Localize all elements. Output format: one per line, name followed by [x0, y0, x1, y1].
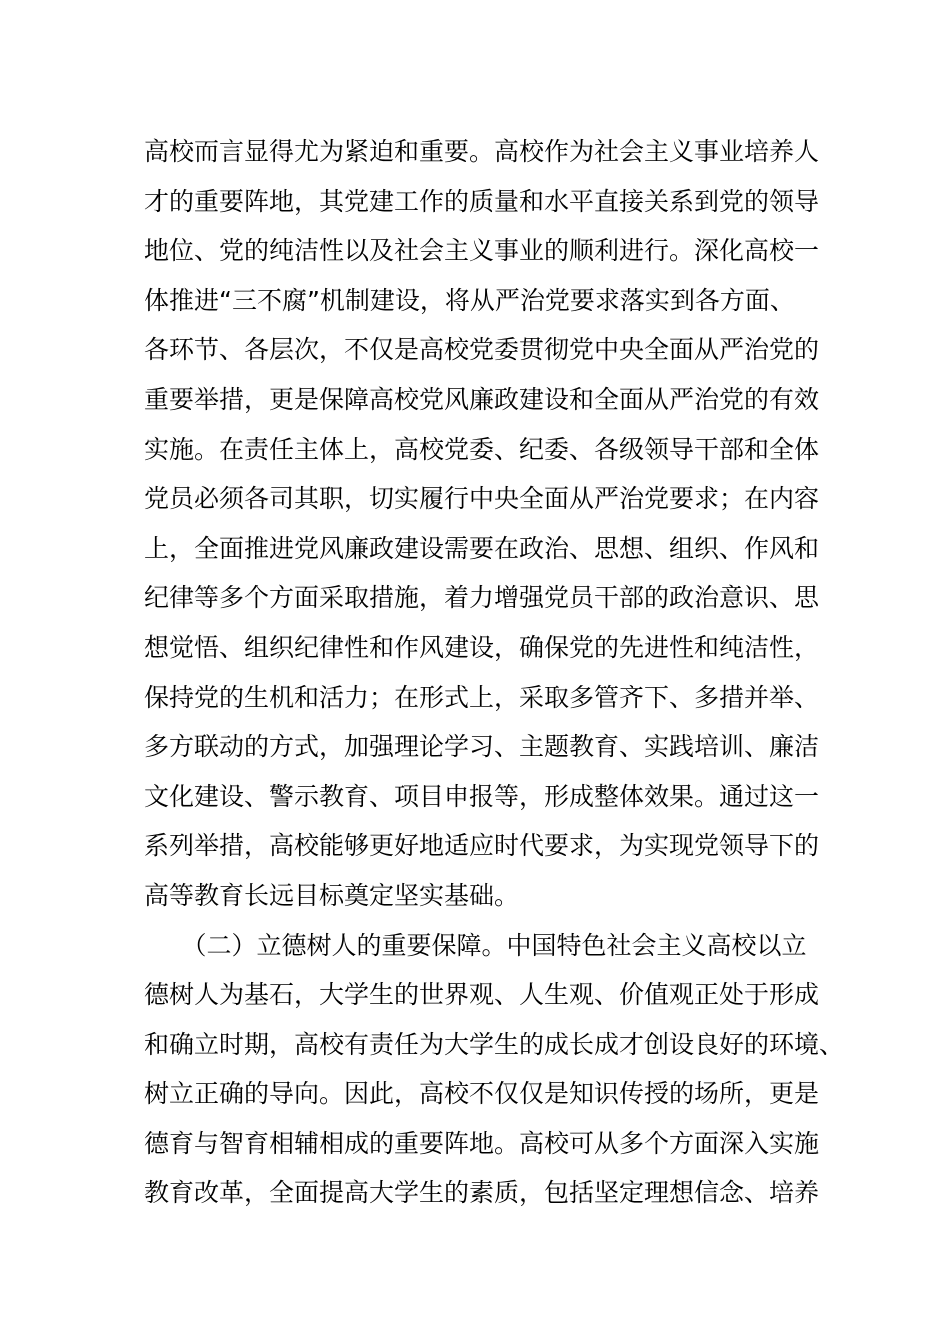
text-line: 各环节、各层次，不仅是高校党委贯彻党中央全面从严治党的 — [144, 335, 820, 365]
text-line: 体推进“三不腐”机制建设，将从严治党要求落实到各方面、 — [144, 285, 795, 315]
text-line: 系列举措，高校能够更好地适应时代要求，为实现党领导下的 — [144, 831, 820, 861]
text-line: 高等教育长远目标奠定坚实基础。 — [144, 880, 520, 910]
text-line: 想觉悟、组织纪律性和作风建设，确保党的先进性和纯洁性， — [144, 632, 820, 662]
body-text — [144, 127, 845, 1218]
text-line: 德树人为基石，大学生的世界观、人生观、价值观正处于形成 — [144, 980, 820, 1010]
text-line: 上，全面推进党风廉政建设需要在政治、思想、组织、作风和 — [144, 533, 820, 563]
text-line: 实施。在责任主体上，高校党委、纪委、各级领导干部和全体 — [144, 434, 820, 464]
text-line: 党员必须各司其职，切实履行中央全面从严治党要求；在内容 — [144, 484, 820, 514]
text-line: 纪律等多个方面采取措施，着力增强党员干部的政治意识、思 — [144, 583, 820, 613]
text-line: 保持党的生机和活力；在形式上，采取多管齐下、多措并举、 — [144, 682, 820, 712]
text-line: 才的重要阵地，其党建工作的质量和水平直接关系到党的领导 — [144, 186, 820, 216]
text-line: 重要举措，更是保障高校党风廉政建设和全面从严治党的有效 — [144, 384, 820, 414]
text-line: 多方联动的方式，加强理论学习、主题教育、实践培训、廉洁 — [144, 732, 820, 762]
text-line: 和确立时期，高校有责任为大学生的成长成才创设良好的环境、 — [144, 1029, 845, 1059]
text-line: 德育与智育相辅相成的重要阵地。高校可从多个方面深入实施 — [144, 1128, 820, 1158]
text-line: 地位、党的纯洁性以及社会主义事业的顺利进行。深化高校一 — [144, 236, 820, 266]
text-line: 高校而言显得尤为紧迫和重要。高校作为社会主义事业培养人 — [144, 137, 820, 166]
text-line: 文化建设、警示教育、项目申报等，形成整体效果。通过这一 — [144, 781, 820, 811]
text-line: 树立正确的导向。因此，高校不仅仅是知识传授的场所，更是 — [144, 1079, 820, 1109]
text-line: 教育改革，全面提高大学生的素质，包括坚定理想信念、培养 — [144, 1178, 820, 1208]
section-heading-line: （二）立德树人的重要保障。中国特色社会主义高校以立 — [144, 930, 807, 960]
